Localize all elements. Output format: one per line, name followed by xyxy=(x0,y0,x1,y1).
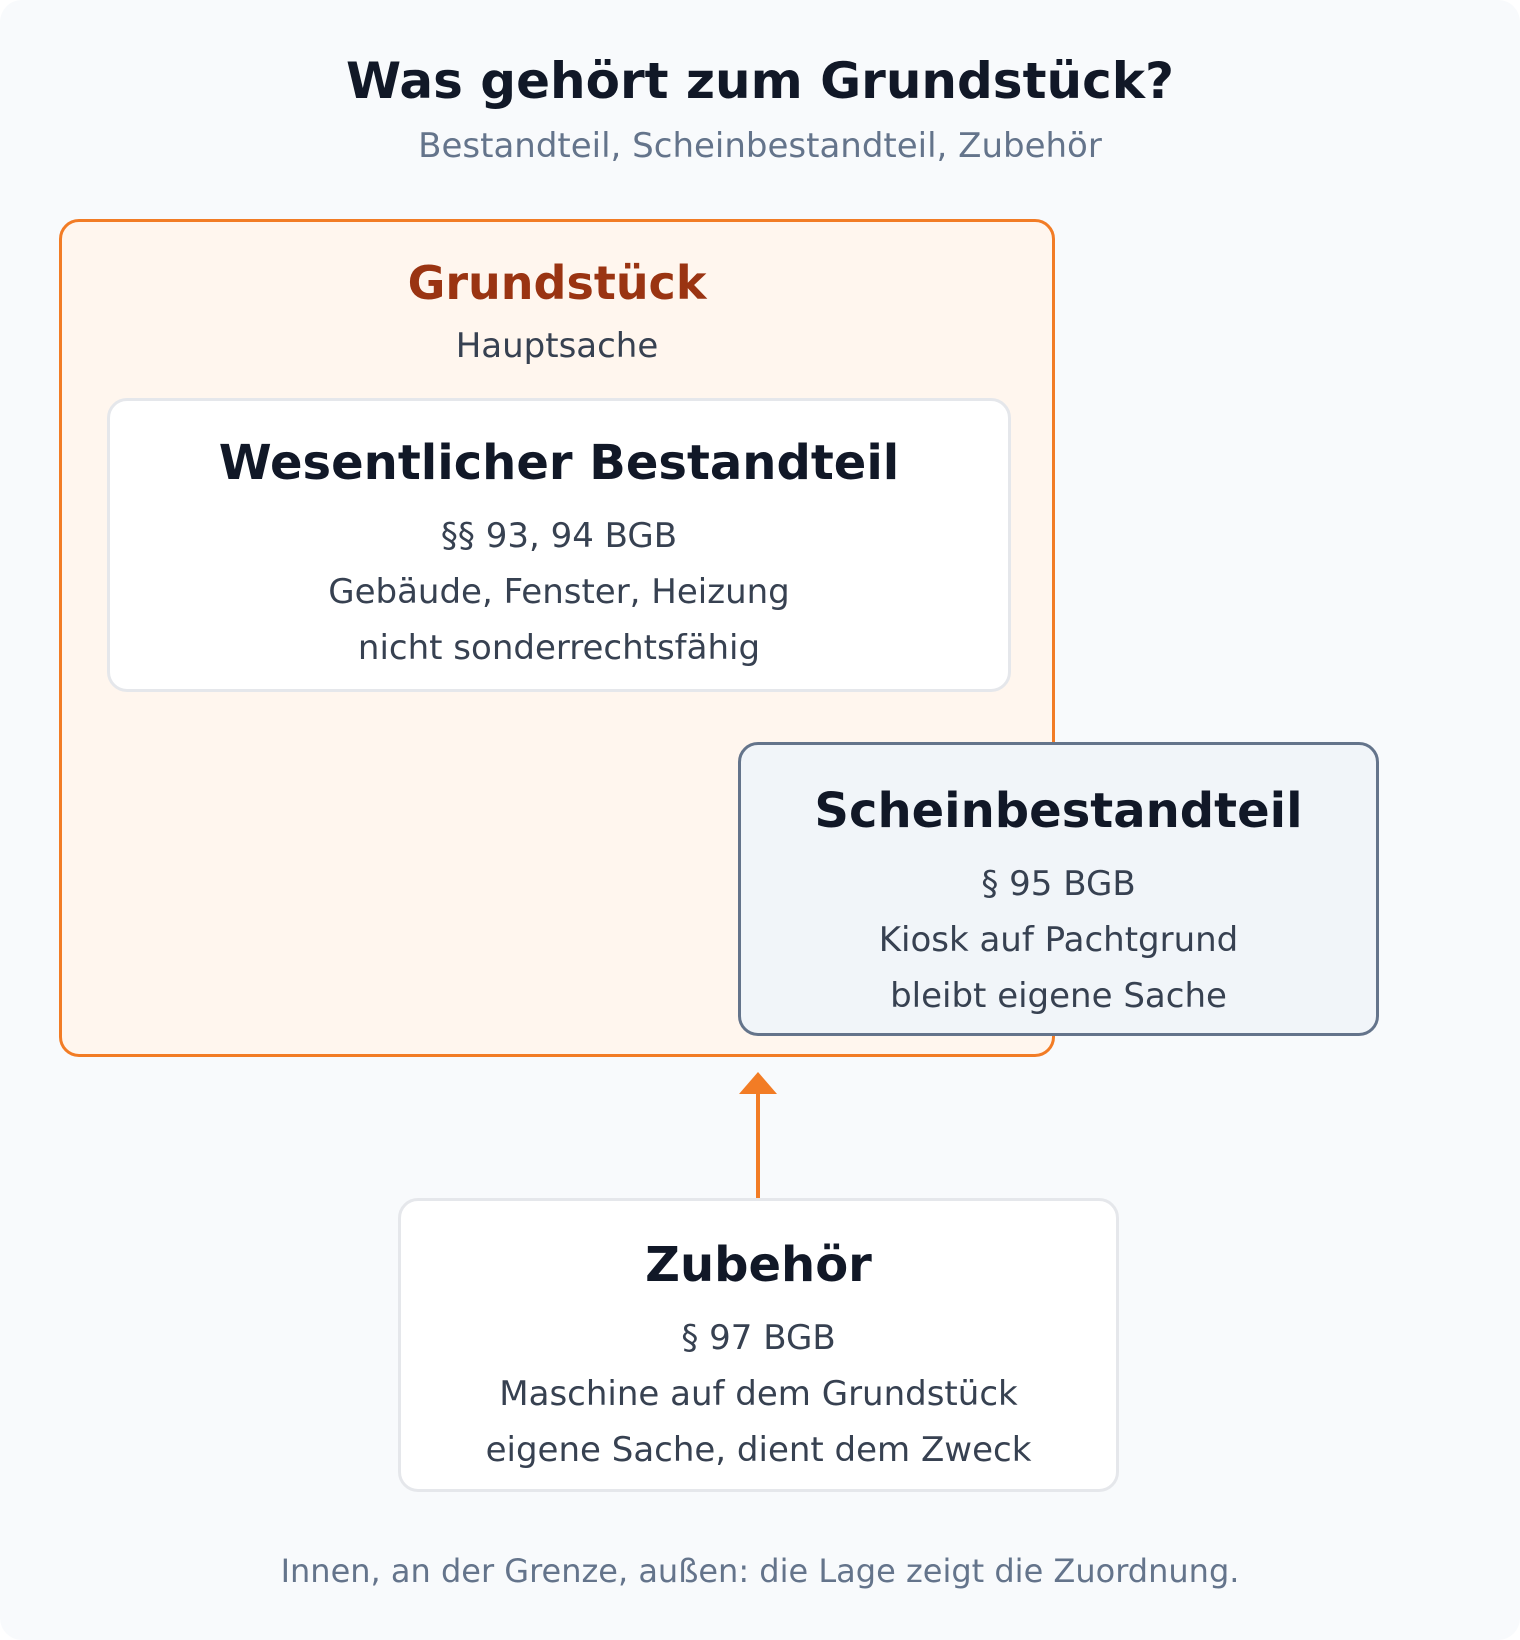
zubehoer-paragraph: § 97 BGB xyxy=(681,1317,836,1358)
wesentlicher-bestandteil-paragraph: §§ 93, 94 BGB xyxy=(440,515,678,556)
arrow-head-icon xyxy=(739,1072,777,1094)
page-title: Was gehört zum Grundstück? xyxy=(346,52,1174,110)
page-subtitle: Bestandteil, Scheinbestandteil, Zubehör xyxy=(418,126,1102,166)
zubehoer-note: eigene Sache, dient dem Zweck xyxy=(485,1429,1032,1470)
zubehoer-title: Zubehör xyxy=(645,1237,872,1293)
scheinbestandteil-title: Scheinbestandteil xyxy=(814,783,1303,839)
zubehoer-example: Maschine auf dem Grundstück xyxy=(499,1373,1018,1414)
grundstueck-subtitle: Hauptsache xyxy=(455,326,659,366)
scheinbestandteil-paragraph: § 95 BGB xyxy=(981,863,1136,904)
grundstueck-title: Grundstück xyxy=(407,256,707,310)
wesentlicher-bestandteil-title: Wesentlicher Bestandteil xyxy=(218,435,900,491)
scheinbestandteil-note: bleibt eigene Sache xyxy=(890,975,1227,1016)
wesentlicher-bestandteil-example: Gebäude, Fenster, Heizung xyxy=(328,571,790,612)
footnote: Innen, an der Grenze, außen: die Lage zeigt die Zuordnung. xyxy=(280,1552,1240,1590)
zubehoer-box xyxy=(398,1198,1119,1492)
scheinbestandteil-example: Kiosk auf Pachtgrund xyxy=(878,919,1239,960)
wesentlicher-bestandteil-note: nicht sonderrechtsfähig xyxy=(357,627,761,668)
